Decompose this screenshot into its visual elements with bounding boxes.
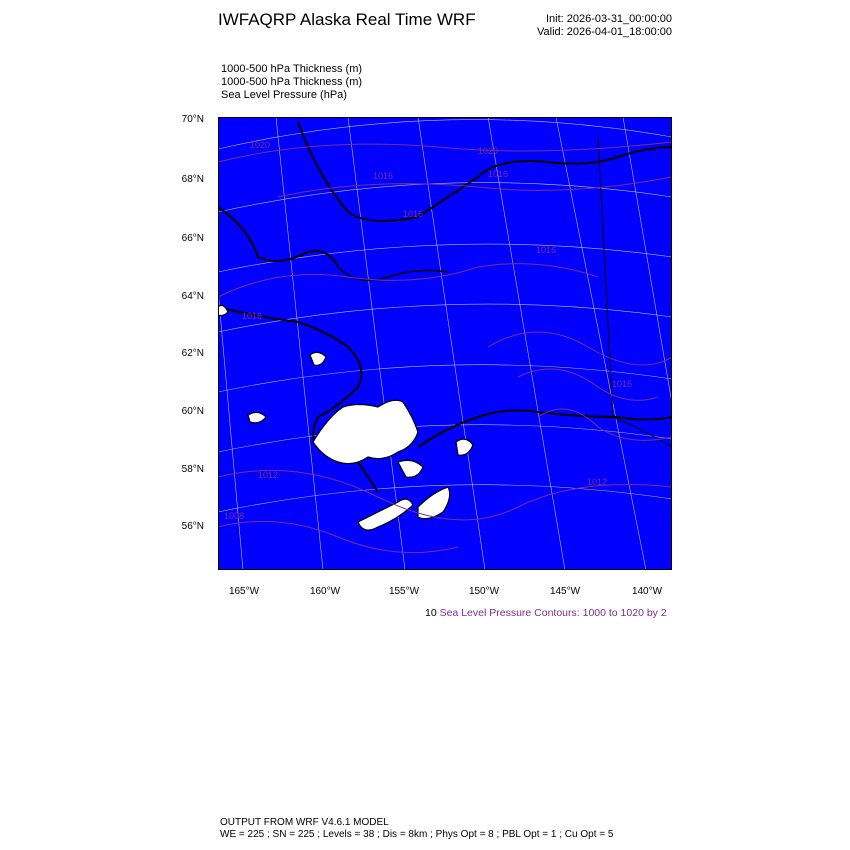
lon-label: 165°W — [228, 586, 260, 597]
contour-label: 1020 — [250, 140, 271, 150]
contour-label: 1016 — [488, 169, 509, 179]
contour-note-number: 10 — [425, 607, 437, 619]
model-footer — [220, 817, 613, 841]
lat-label: 56°N — [181, 521, 204, 532]
init-time: Init: 2026-03-31_00:00:00 — [546, 13, 672, 25]
lat-label: 66°N — [181, 233, 204, 244]
field-label-thickness-2: 1000-500 hPa Thickness (m) — [221, 76, 363, 88]
lon-label: 160°W — [309, 586, 341, 597]
contour-note — [425, 607, 667, 619]
contour-label: 1008 — [224, 511, 245, 521]
lon-label: 140°W — [631, 586, 663, 597]
contour-label: 1016 — [612, 379, 633, 389]
contour-label: 1012 — [587, 477, 608, 487]
init-valid-times — [537, 13, 672, 39]
field-label-thickness-1: 1000-500 hPa Thickness (m) — [221, 63, 363, 75]
contour-note-text: Sea Level Pressure Contours: 1000 to 1020 by 2 — [439, 607, 667, 619]
lon-label: 150°W — [468, 586, 500, 597]
lon-label: 145°W — [549, 586, 581, 597]
contour-label: 1016 — [536, 245, 557, 255]
alaska-wrf-map — [218, 117, 672, 570]
footer-line-2: WE = 225 ; SN = 225 ; Levels = 38 ; Dis = 8km ; Phys Opt = 8 ; PBL Opt = 1 ; Cu Opt = 5 — [220, 829, 614, 840]
contour-label: 1016 — [403, 209, 424, 219]
contour-label: 1020 — [478, 146, 499, 156]
valid-time: Valid: 2026-04-01_18:00:00 — [537, 26, 672, 38]
contour-label: 1016 — [242, 311, 263, 321]
contour-label: 1012 — [258, 470, 279, 480]
lat-label: 68°N — [181, 174, 204, 185]
lat-label: 58°N — [181, 464, 204, 475]
lon-label: 155°W — [388, 586, 420, 597]
lat-label: 70°N — [181, 114, 204, 125]
lat-label: 60°N — [181, 406, 204, 417]
contour-label: 1016 — [373, 171, 394, 181]
plot-title: IWFAQRP Alaska Real Time WRF — [218, 10, 476, 29]
footer-line-1: OUTPUT FROM WRF V4.6.1 MODEL — [220, 817, 389, 828]
field-label-slp: Sea Level Pressure (hPa) — [221, 89, 347, 101]
lat-label: 64°N — [181, 291, 204, 302]
lat-label: 62°N — [181, 348, 204, 359]
